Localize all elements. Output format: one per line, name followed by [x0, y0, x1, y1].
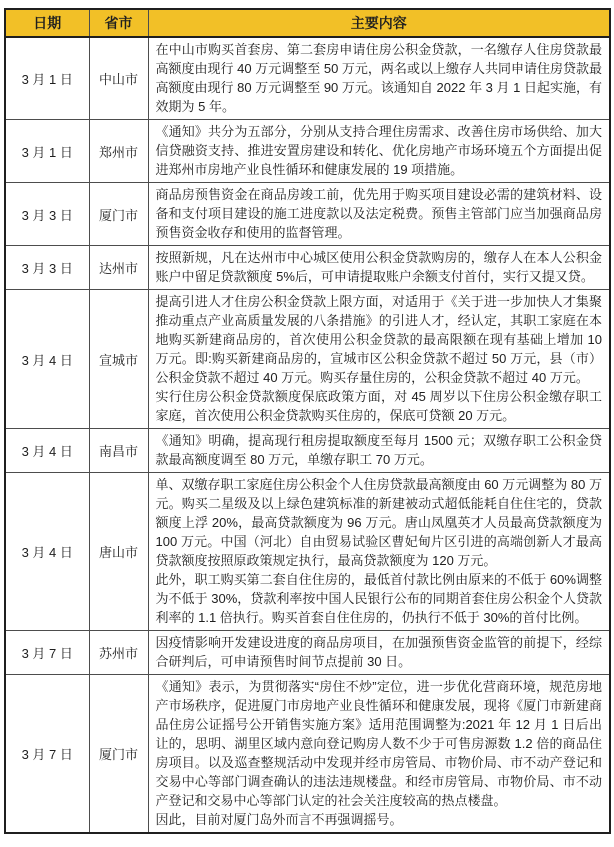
- date-cell: 3 月 3 日: [5, 246, 89, 290]
- table-row: [5, 473, 610, 631]
- content-paragraph: 因此，目前对厦门岛外而言不再强调摇号。: [155, 812, 403, 827]
- city-cell: 达州市: [89, 246, 148, 290]
- city-cell: 苏州市: [89, 631, 148, 675]
- table-row: [5, 246, 610, 290]
- table-body: [5, 37, 610, 833]
- table-row: [5, 120, 610, 183]
- column-header-date: 日期: [5, 9, 89, 37]
- date-cell: 3 月 7 日: [5, 675, 89, 834]
- content-cell: [148, 37, 610, 120]
- date-cell: 3 月 1 日: [5, 37, 89, 120]
- date-cell: 3 月 3 日: [5, 183, 89, 246]
- content-paragraph: 按照新规，凡在达州市中心城区使用公积金贷款购房的，缴存人在本人公积金账户中留足贷款额度 5%后，可申请提取账户余额支付首付，实行又提又贷。: [155, 250, 602, 284]
- table-row: [5, 631, 610, 675]
- content-cell: [148, 631, 610, 675]
- content-cell: [148, 183, 610, 246]
- content-paragraph: 《通知》明确，提高现行租房提取额度至每月 1500 元；双缴存职工公积金贷款最高额度调至 80 万元，单缴存职工 70 万元。: [155, 433, 602, 467]
- city-cell: 中山市: [89, 37, 148, 120]
- content-cell: [148, 290, 610, 429]
- date-cell: 3 月 4 日: [5, 290, 89, 429]
- city-cell: 郑州市: [89, 120, 148, 183]
- column-header-content: 主要内容: [148, 9, 610, 37]
- policy-table: [4, 8, 611, 834]
- header-row: [5, 9, 610, 37]
- content-cell: [148, 246, 610, 290]
- city-cell: 唐山市: [89, 473, 148, 631]
- table-row: [5, 37, 610, 120]
- content-paragraph: 《通知》共分为五部分，分别从支持合理住房需求、改善住房市场供给、加大信贷融资支持、推进安置房建设和转化、优化房地产市场环境五个方面提出促进郑州市房地产业良性循环和健康发展的 19 项措施。: [155, 124, 602, 177]
- content-cell: [148, 120, 610, 183]
- content-paragraph: 此外，职工购买第二套自住住房的，最低首付款比例由原来的不低于 60%调整为不低于 30%，贷款利率按中国人民银行公布的同期首套住房公积金个人贷款利率的 1.1 倍执行。购买首套自住住房的，仍执行不低于 30%的首付比例。: [155, 572, 602, 625]
- city-cell: 厦门市: [89, 675, 148, 834]
- column-header-city: 省市: [89, 9, 148, 37]
- content-paragraph: 实行住房公积金贷款额度保底政策方面，对 45 周岁以下住房公积金缴存职工家庭，首次使用公积金贷款购买住房的，保底可贷额 20 万元。: [155, 389, 602, 423]
- content-cell: [148, 473, 610, 631]
- content-paragraph: 在中山市购买首套房、第二套房申请住房公积金贷款，一名缴存人住房贷款最高额度由现行 40 万元调整至 50 万元，两名或以上缴存人共同申请住房贷款最高额度由现行 80 万元调整至 90 万元。该通知自 2022 年 3 月 1 日起实施，有效期为 5 年。: [155, 42, 602, 114]
- content-paragraph: 商品房预售资金在商品房竣工前，优先用于购买项目建设必需的建筑材料、设备和支付项目建设的施工进度款以及法定税费。预售主管部门应当加强商品房预售资金收存和使用的监督管理。: [155, 187, 602, 240]
- date-cell: 3 月 4 日: [5, 429, 89, 473]
- content-paragraph: 提高引进人才住房公积金贷款上限方面，对适用于《关于进一步加快人才集聚推动重点产业高质量发展的八条措施》的引进人才，经认定，其职工家庭在本地购买新建商品房的，首次使用公积金贷款的最高限额在现有基础上增加 10 万元。即:购买新建商品房的，宣城市区公积金贷款不超过 50 万元，县（市）公积金贷款不超过 40 万元。购买存量住房的，公积金贷款不超过 40 万元。: [155, 294, 602, 385]
- table-row: [5, 290, 610, 429]
- date-cell: 3 月 1 日: [5, 120, 89, 183]
- content-cell: [148, 675, 610, 834]
- date-cell: 3 月 7 日: [5, 631, 89, 675]
- table-row: [5, 183, 610, 246]
- city-cell: 厦门市: [89, 183, 148, 246]
- table-row: [5, 675, 610, 834]
- content-cell: [148, 429, 610, 473]
- table-row: [5, 429, 610, 473]
- content-paragraph: 单、双缴存职工家庭住房公积金个人住房贷款最高额度由 60 万元调整为 80 万元。购买二星级及以上绿色建筑标准的新建被动式超低能耗自住住宅的，贷款额度上浮 20%，最高贷款额度为 96 万元。唐山凤凰英才人员最高贷款额度为 100 万元。中国（河北）自由贸易试验区曹妃甸片区引进的高端创新人才最高贷款额度按照原政策规定执行，最高贷款额度为 120 万元。: [155, 477, 602, 568]
- city-cell: 南昌市: [89, 429, 148, 473]
- city-cell: 宣城市: [89, 290, 148, 429]
- content-paragraph: 因疫情影响开发建设进度的商品房项目，在加强预售资金监管的前提下，经综合研判后，可申请预售时间节点提前 30 日。: [155, 635, 602, 669]
- content-paragraph: 《通知》表示，为贯彻落实“房住不炒”定位，进一步优化营商环境，规范房地产市场秩序，促进厦门市房地产业良性循环和健康发展，现将《厦门市新建商品住房公证摇号公开销售实施方案》适用范围调整为:2021 年 12 月 1 日后出让的，思明、湖里区域内意向登记购房人数不少于可售房源数 1.2 倍的商品住房项目。以及巡查整规活动中发现并经市房管局、市物价局、市不动产登记和交易中心等部门调查确认的违法违规楼盘。和经市房管局、市物价局、市不动产登记和交易中心等部门认定的社会关注度较高的热点楼盘。: [155, 679, 602, 808]
- date-cell: 3 月 4 日: [5, 473, 89, 631]
